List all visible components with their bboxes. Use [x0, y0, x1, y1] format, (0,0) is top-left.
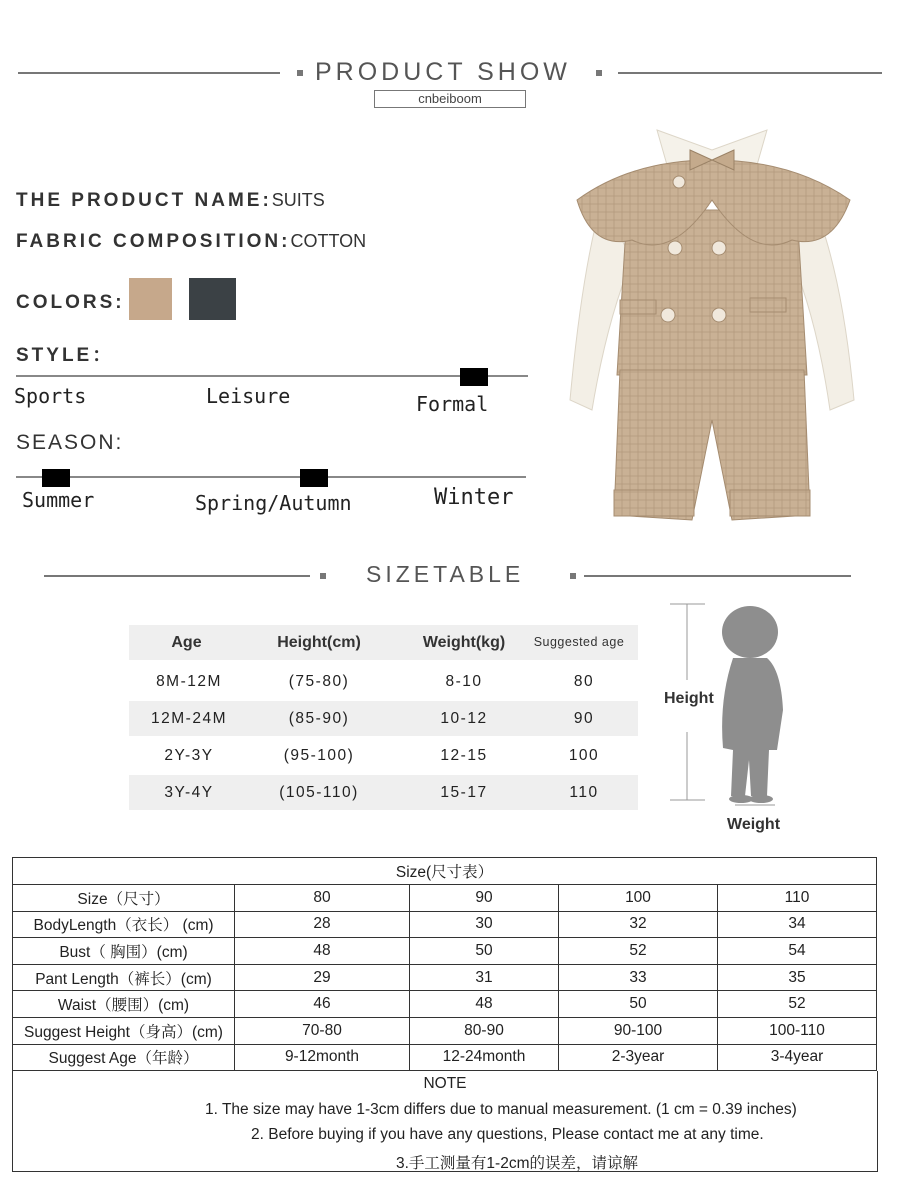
size-chart-cell: BodyLength（衣长） (cm) [13, 911, 235, 938]
size-chart-cell: 100 [559, 885, 718, 912]
size-chart-cell: 32 [559, 911, 718, 938]
brand-name: cnbeiboom [418, 91, 482, 106]
header-rule-left [18, 72, 280, 74]
season-marker-spring-autumn [300, 469, 328, 487]
table-row [129, 701, 638, 736]
size-chart-cell: Size（尺寸） [13, 885, 235, 912]
size-chart-cell: Suggest Height（身高）(cm) [13, 1017, 235, 1044]
season-option-winter: Winter [434, 485, 514, 510]
sizetable-bullet-left [320, 573, 326, 579]
sizetable-header-age: Age [171, 634, 202, 651]
size-chart-cell: 48 [410, 991, 559, 1018]
sizetable-cell: (95-100) [283, 747, 355, 764]
size-chart-caption: Size(尺寸表） [13, 858, 877, 885]
size-chart-cell: 31 [410, 964, 559, 991]
product-show-title: PRODUCT SHOW [315, 58, 571, 86]
size-chart-cell: 110 [718, 885, 877, 912]
sizetable-bullet-right [570, 573, 576, 579]
sizetable-cell: 90 [573, 710, 595, 727]
style-option-formal: Formal [416, 392, 489, 416]
season-option-spring-autumn: Spring/Autumn [195, 491, 352, 515]
note-line-2: 2. Before buying if you have any questions, Please contact me at any time. [251, 1126, 764, 1143]
size-chart-cell: 80-90 [410, 1017, 559, 1044]
suit-photo [562, 120, 862, 530]
season-marker-summer [42, 469, 70, 487]
sizetable-cell: 3Y-4Y [164, 784, 214, 801]
sizetable-cell: (105-110) [279, 784, 359, 801]
size-chart-cell: Suggest Age（年龄） [13, 1044, 235, 1071]
header-rule-right [618, 72, 882, 74]
size-chart-cell: 50 [559, 991, 718, 1018]
table-row [129, 738, 638, 773]
note-box [12, 1071, 878, 1172]
sizetable-cell: (75-80) [288, 673, 350, 690]
table-row [13, 991, 877, 1018]
weight-label: Weight [727, 816, 781, 833]
color-swatch-khaki[interactable] [129, 278, 172, 320]
product-name-value: SUITS [271, 190, 325, 210]
sizetable-cell: 8-10 [445, 673, 483, 690]
color-swatch-charcoal[interactable] [189, 278, 236, 320]
size-chart-cell: 28 [235, 911, 410, 938]
table-row [129, 664, 638, 699]
style-track [16, 375, 528, 377]
fabric-label: FABRIC COMPOSITION: [16, 231, 291, 252]
fabric-row [16, 231, 366, 253]
sizetable-header-row [129, 625, 638, 660]
table-row [13, 1044, 877, 1071]
size-chart-cell: 70-80 [235, 1017, 410, 1044]
size-chart-cell: 33 [559, 964, 718, 991]
product-name-row [16, 190, 325, 212]
height-label: Height [664, 690, 714, 707]
table-row [13, 964, 877, 991]
sizetable-cell: 110 [569, 784, 599, 801]
style-option-leisure: Leisure [206, 384, 291, 408]
sizetable-header-height: Height(cm) [277, 634, 361, 651]
note-line-3: 3.手工测量有1-2cm的误差，请谅解 [396, 1155, 638, 1172]
sizetable-cell: 80 [573, 673, 595, 690]
size-chart-cell: 34 [718, 911, 877, 938]
size-chart-cell: 90 [410, 885, 559, 912]
header-bullet-right [596, 70, 602, 76]
size-chart-cell: 54 [718, 938, 877, 965]
sizetable-cell: 10-12 [440, 710, 488, 727]
size-chart-cell: 29 [235, 964, 410, 991]
size-chart-cell: 12-24month [410, 1044, 559, 1071]
season-label: SEASON: [16, 431, 124, 454]
size-chart-cell: 46 [235, 991, 410, 1018]
sizetable-title: SIZETABLE [366, 561, 525, 587]
table-row [129, 775, 638, 810]
style-marker-formal [460, 368, 488, 386]
sizetable-rule-left [44, 575, 310, 577]
header-bullet-left [297, 70, 303, 76]
sizetable-cell: 15-17 [440, 784, 488, 801]
size-chart-cell: Waist（腰围）(cm) [13, 991, 235, 1018]
sizetable-header-weight: Weight(kg) [422, 634, 506, 651]
table-row [13, 885, 877, 912]
size-chart-cell: 80 [235, 885, 410, 912]
size-chart-cell: 50 [410, 938, 559, 965]
style-label: STYLE： [16, 345, 115, 366]
sizetable-cell: (85-90) [288, 710, 350, 727]
table-row [13, 938, 877, 965]
size-chart-cell: 35 [718, 964, 877, 991]
sizetable-cell: 8M-12M [156, 673, 222, 690]
size-chart-cell: 100-110 [718, 1017, 877, 1044]
season-option-summer: Summer [22, 488, 95, 512]
style-option-sports: Sports [14, 384, 87, 408]
size-chart-cell: 2-3year [559, 1044, 718, 1071]
sizetable-rule-right [584, 575, 851, 577]
table-row [13, 911, 877, 938]
sizetable-cell: 12M-24M [151, 710, 227, 727]
note-line-1: 1. The size may have 1-3cm differs due to manual measurement. (1 cm = 0.39 inches) [205, 1101, 797, 1118]
size-chart-cell: 52 [559, 938, 718, 965]
colors-label: COLORS: [16, 292, 125, 313]
note-title: NOTE [423, 1075, 467, 1092]
brand-box [374, 90, 526, 108]
size-chart-cell: 90-100 [559, 1017, 718, 1044]
size-chart-table [12, 857, 877, 1071]
size-chart-cell: 3-4year [718, 1044, 877, 1071]
size-chart-cell: Pant Length（裤长）(cm) [13, 964, 235, 991]
sizetable-cell: 2Y-3Y [164, 747, 214, 764]
size-chart-cell: 52 [718, 991, 877, 1018]
season-track [16, 476, 526, 478]
size-chart-cell: 30 [410, 911, 559, 938]
sizetable-cell: 12-15 [440, 747, 488, 764]
size-chart-cell: 48 [235, 938, 410, 965]
fabric-value: COTTON [290, 231, 367, 251]
product-name-label: THE PRODUCT NAME: [16, 190, 272, 211]
size-chart-cell: 9-12month [235, 1044, 410, 1071]
sizetable-cell: 100 [568, 747, 600, 764]
table-row [13, 1017, 877, 1044]
sizetable-header-suggested-age: Suggested age [533, 635, 625, 649]
size-chart-cell: Bust（ 胸围）(cm) [13, 938, 235, 965]
